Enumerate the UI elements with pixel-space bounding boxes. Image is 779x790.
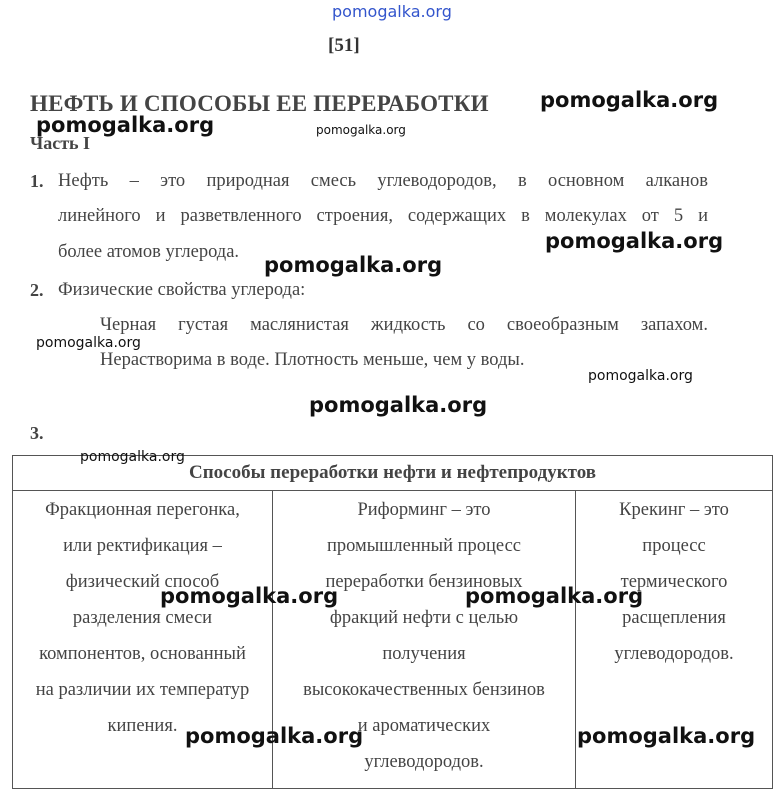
col1-line: на различии их температур bbox=[35, 680, 250, 700]
watermark: pomogalka.org bbox=[36, 335, 141, 351]
item-2-line-1-text: Черная густая маслянистая жидкость со своеобразным запахом. bbox=[100, 315, 708, 335]
col3-line: расщепления bbox=[622, 608, 726, 628]
item-number-2: 2. bbox=[30, 280, 44, 300]
watermark-top: pomogalka.org bbox=[332, 2, 452, 21]
item-2-line-1 bbox=[100, 315, 708, 336]
watermark: pomogalka.org bbox=[160, 584, 339, 608]
item-2-heading: Физические свойства углерода: bbox=[58, 280, 306, 300]
watermark: pomogalka.org bbox=[36, 113, 215, 137]
watermark: pomogalka.org bbox=[264, 253, 443, 277]
item-1-line-1-text: Нефть – это природная смесь углеводородов, в основном алканов bbox=[58, 171, 708, 191]
item-1-line-2 bbox=[58, 206, 708, 227]
item-number-3: 3. bbox=[30, 423, 44, 443]
col2-line: промышленный процесс bbox=[326, 536, 522, 556]
item-number-1: 1. bbox=[30, 171, 44, 191]
table-header: Способы переработки нефти и нефтепродуктов bbox=[13, 456, 773, 491]
watermark: pomogalka.org bbox=[185, 724, 364, 748]
page-number: [51] bbox=[328, 35, 360, 56]
col1-line: Фракционная перегонка, bbox=[45, 500, 240, 520]
part-label: Часть I bbox=[30, 133, 91, 153]
col2-line: получения bbox=[382, 644, 466, 664]
watermark: pomogalka.org bbox=[577, 724, 756, 748]
item-2-line-2: Нерастворима в воде. Плотность меньше, чем у воды. bbox=[100, 350, 525, 370]
col1-line: кипения. bbox=[107, 716, 178, 736]
col2-line: высококачественных бензинов bbox=[303, 680, 545, 700]
watermark: pomogalka.org bbox=[80, 449, 185, 465]
item-1-line-3: более атомов углерода. bbox=[58, 242, 240, 262]
item-1-line-1 bbox=[58, 171, 708, 192]
col2-line: Риформинг – это bbox=[357, 500, 491, 520]
page-title: НЕФТЬ И СПОСОБЫ ЕЕ ПЕРЕРАБОТКИ bbox=[30, 91, 489, 116]
watermark: pomogalka.org bbox=[309, 393, 488, 417]
watermark: pomogalka.org bbox=[316, 123, 406, 137]
col2-line: и ароматических bbox=[357, 716, 491, 736]
col1-line: или ректификация – bbox=[63, 536, 222, 556]
col1-line: разделения смеси bbox=[72, 608, 213, 628]
watermark: pomogalka.org bbox=[545, 229, 724, 253]
watermark: pomogalka.org bbox=[465, 584, 644, 608]
watermark: pomogalka.org bbox=[588, 368, 693, 384]
col2-line: углеводородов. bbox=[364, 752, 484, 772]
col2-line: переработки бензиновых bbox=[325, 572, 523, 592]
col3-line: процесс bbox=[642, 536, 706, 556]
col1-line: компонентов, основанный bbox=[39, 644, 246, 664]
col3-line: Крекинг – это bbox=[619, 500, 729, 520]
col3-line: термического bbox=[620, 572, 728, 592]
watermark: pomogalka.org bbox=[540, 88, 719, 112]
item-1-line-2-text: линейного и разветвленного строения, содержащих в молекулах от 5 и bbox=[58, 206, 708, 226]
col1-line: физический способ bbox=[65, 572, 220, 592]
col2-line: фракций нефти с целью bbox=[329, 608, 519, 628]
col3-line: углеводородов. bbox=[614, 644, 734, 664]
